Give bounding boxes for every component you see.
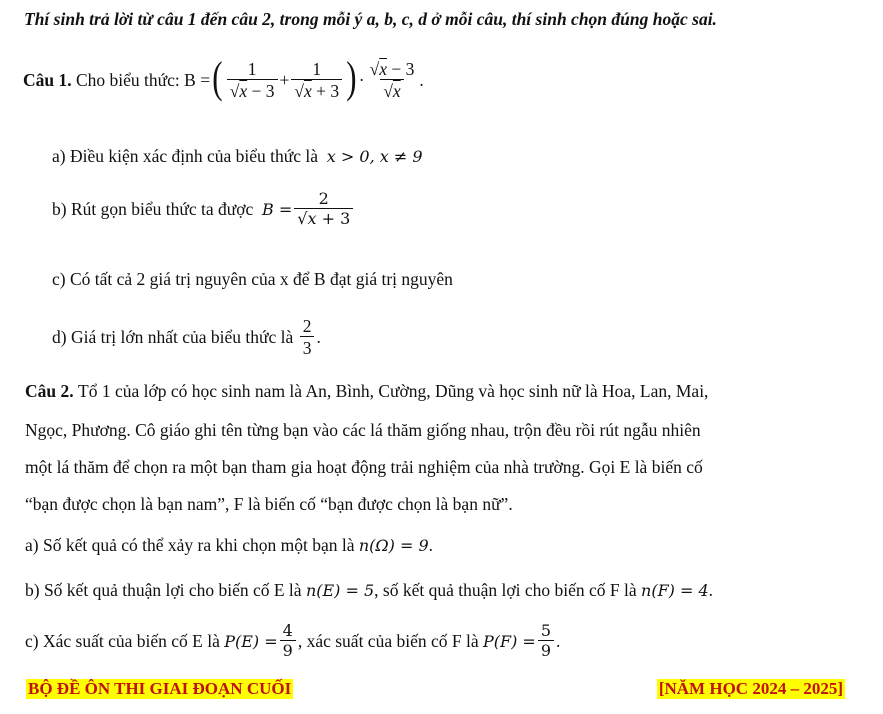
question-2-line-1 — [25, 381, 708, 402]
option-b-text: b) Rút gọn biểu thức ta được — [52, 198, 254, 219]
footer-school-year: [NĂM HỌC 2024 – 2025] — [658, 679, 843, 698]
q2-option-b-math-2: n(F) = 4 — [641, 581, 709, 600]
option-a-text: a) Điều kiện xác định của biểu thức là — [52, 146, 319, 166]
question-1-option-b — [52, 190, 355, 229]
option-d-fraction — [300, 316, 315, 358]
fraction-2 — [291, 59, 342, 101]
option-d-denominator: 3 — [300, 336, 315, 358]
option-b-denominator: √x + 3 — [294, 208, 353, 228]
question-2-option-a: a) Số kết quả có thể xảy ra khi chọn một bạn là n(Ω) = 9. — [25, 535, 434, 555]
fraction-2-denominator: √x + 3 — [291, 79, 342, 101]
option-b-numerator: 2 — [318, 189, 329, 208]
question-2-line-2: Ngọc, Phương. Cô giáo ghi tên từng bạn vào các lá thăm giống nhau, trộn đều rồi rút ngẫu nhiên — [25, 420, 701, 440]
fraction-2-numerator: 1 — [312, 58, 322, 79]
expr-lhs: B = — [184, 69, 211, 90]
q2-option-b-math-1: n(E) = 5 — [305, 581, 375, 600]
question-1-option-d — [52, 316, 321, 358]
question-1-option-c: c) Có tất cả 2 giá trị nguyên của x để B đạt giá trị nguyên — [52, 269, 453, 289]
fraction-1 — [227, 59, 278, 101]
q2-option-c-lhs-2: P(F) = — [482, 631, 536, 651]
footer-title: BỘ ĐỀ ÔN THI GIAI ĐOẠN CUỐI — [28, 679, 292, 698]
question-2-label: Câu 2. — [25, 381, 74, 401]
fraction-1-numerator: 1 — [247, 58, 257, 79]
question-2-line-4: “bạn được chọn là bạn nam”, F là biến cố “bạn được chọn là bạn nữ”. — [25, 494, 513, 514]
q2-option-c-text-1: c) Xác suất của biến cố E là — [25, 630, 220, 651]
q2-option-c-fraction-1: $\frac{4}{9}$ — [280, 622, 296, 661]
question-1-label: Câu 1. — [23, 69, 72, 90]
q2-option-c-fraction-2: $\frac{5}{9}$ — [538, 622, 554, 661]
option-b-fraction — [294, 190, 353, 229]
fraction-3-denominator: √x — [380, 79, 403, 101]
expr-period: . — [419, 69, 424, 90]
q2-option-b-text-2: , số kết quả thuận lợi cho biến cố F là — [374, 580, 637, 600]
option-d-text: d) Giá trị lớn nhất của biểu thức là — [52, 326, 294, 347]
fraction-3-numerator: √x − 3 — [369, 58, 415, 79]
multiply-dot: · — [358, 69, 365, 90]
instructions: Thí sinh trả lời từ câu 1 đến câu 2, trong mỗi ý a, b, c, d ở mỗi câu, thí sinh chọn đúng hoặc sai. — [24, 9, 717, 29]
q2-option-c-text-2: , xác suất của biến cố F là — [297, 630, 479, 651]
question-2-line-3: một lá thăm để chọn ra một bạn tham gia hoạt động trải nghiệm của nhà trường. Gọi E là biến cố — [25, 457, 703, 477]
fraction-3 — [367, 59, 418, 101]
q2-option-b-text-1: b) Số kết quả thuận lợi cho biến cố E là — [25, 580, 302, 600]
question-2-text-1: Tổ 1 của lớp có học sinh nam là An, Bình, Cường, Dũng và học sinh nữ là Hoa, Lan, Mai, — [78, 381, 709, 401]
left-paren: ( — [212, 53, 223, 102]
question-2-option-c: c) Xác suất của biến cố E là P(E) = $\frac{4}{9}$ , xác suất của biến cố F là P(F) = $\frac{5}{9}$ . — [25, 621, 561, 661]
plus-sign: + — [279, 69, 290, 90]
fraction-1-denominator: √x − 3 — [227, 79, 278, 101]
question-1-stem — [23, 53, 424, 102]
option-d-numerator: 2 — [302, 316, 312, 336]
option-d-period: . — [316, 326, 321, 347]
q2-option-a-text: a) Số kết quả có thể xảy ra khi chọn một bạn là — [25, 535, 355, 555]
right-paren: ) — [346, 53, 357, 102]
question-2-option-b: b) Số kết quả thuận lợi cho biến cố E là n(E) = 5, số kết quả thuận lợi cho biến cố F là n(F) = 4. — [25, 580, 714, 600]
question-1-option-a — [52, 146, 423, 167]
question-1-text: Cho biểu thức: — [76, 69, 180, 90]
q2-option-c-lhs-1: P(E) = — [224, 631, 278, 651]
option-b-lhs: B = — [262, 199, 293, 219]
option-a-math: x > 0, x ≠ 9 — [326, 147, 423, 166]
q2-option-a-math: n(Ω) = 9 — [358, 536, 429, 555]
